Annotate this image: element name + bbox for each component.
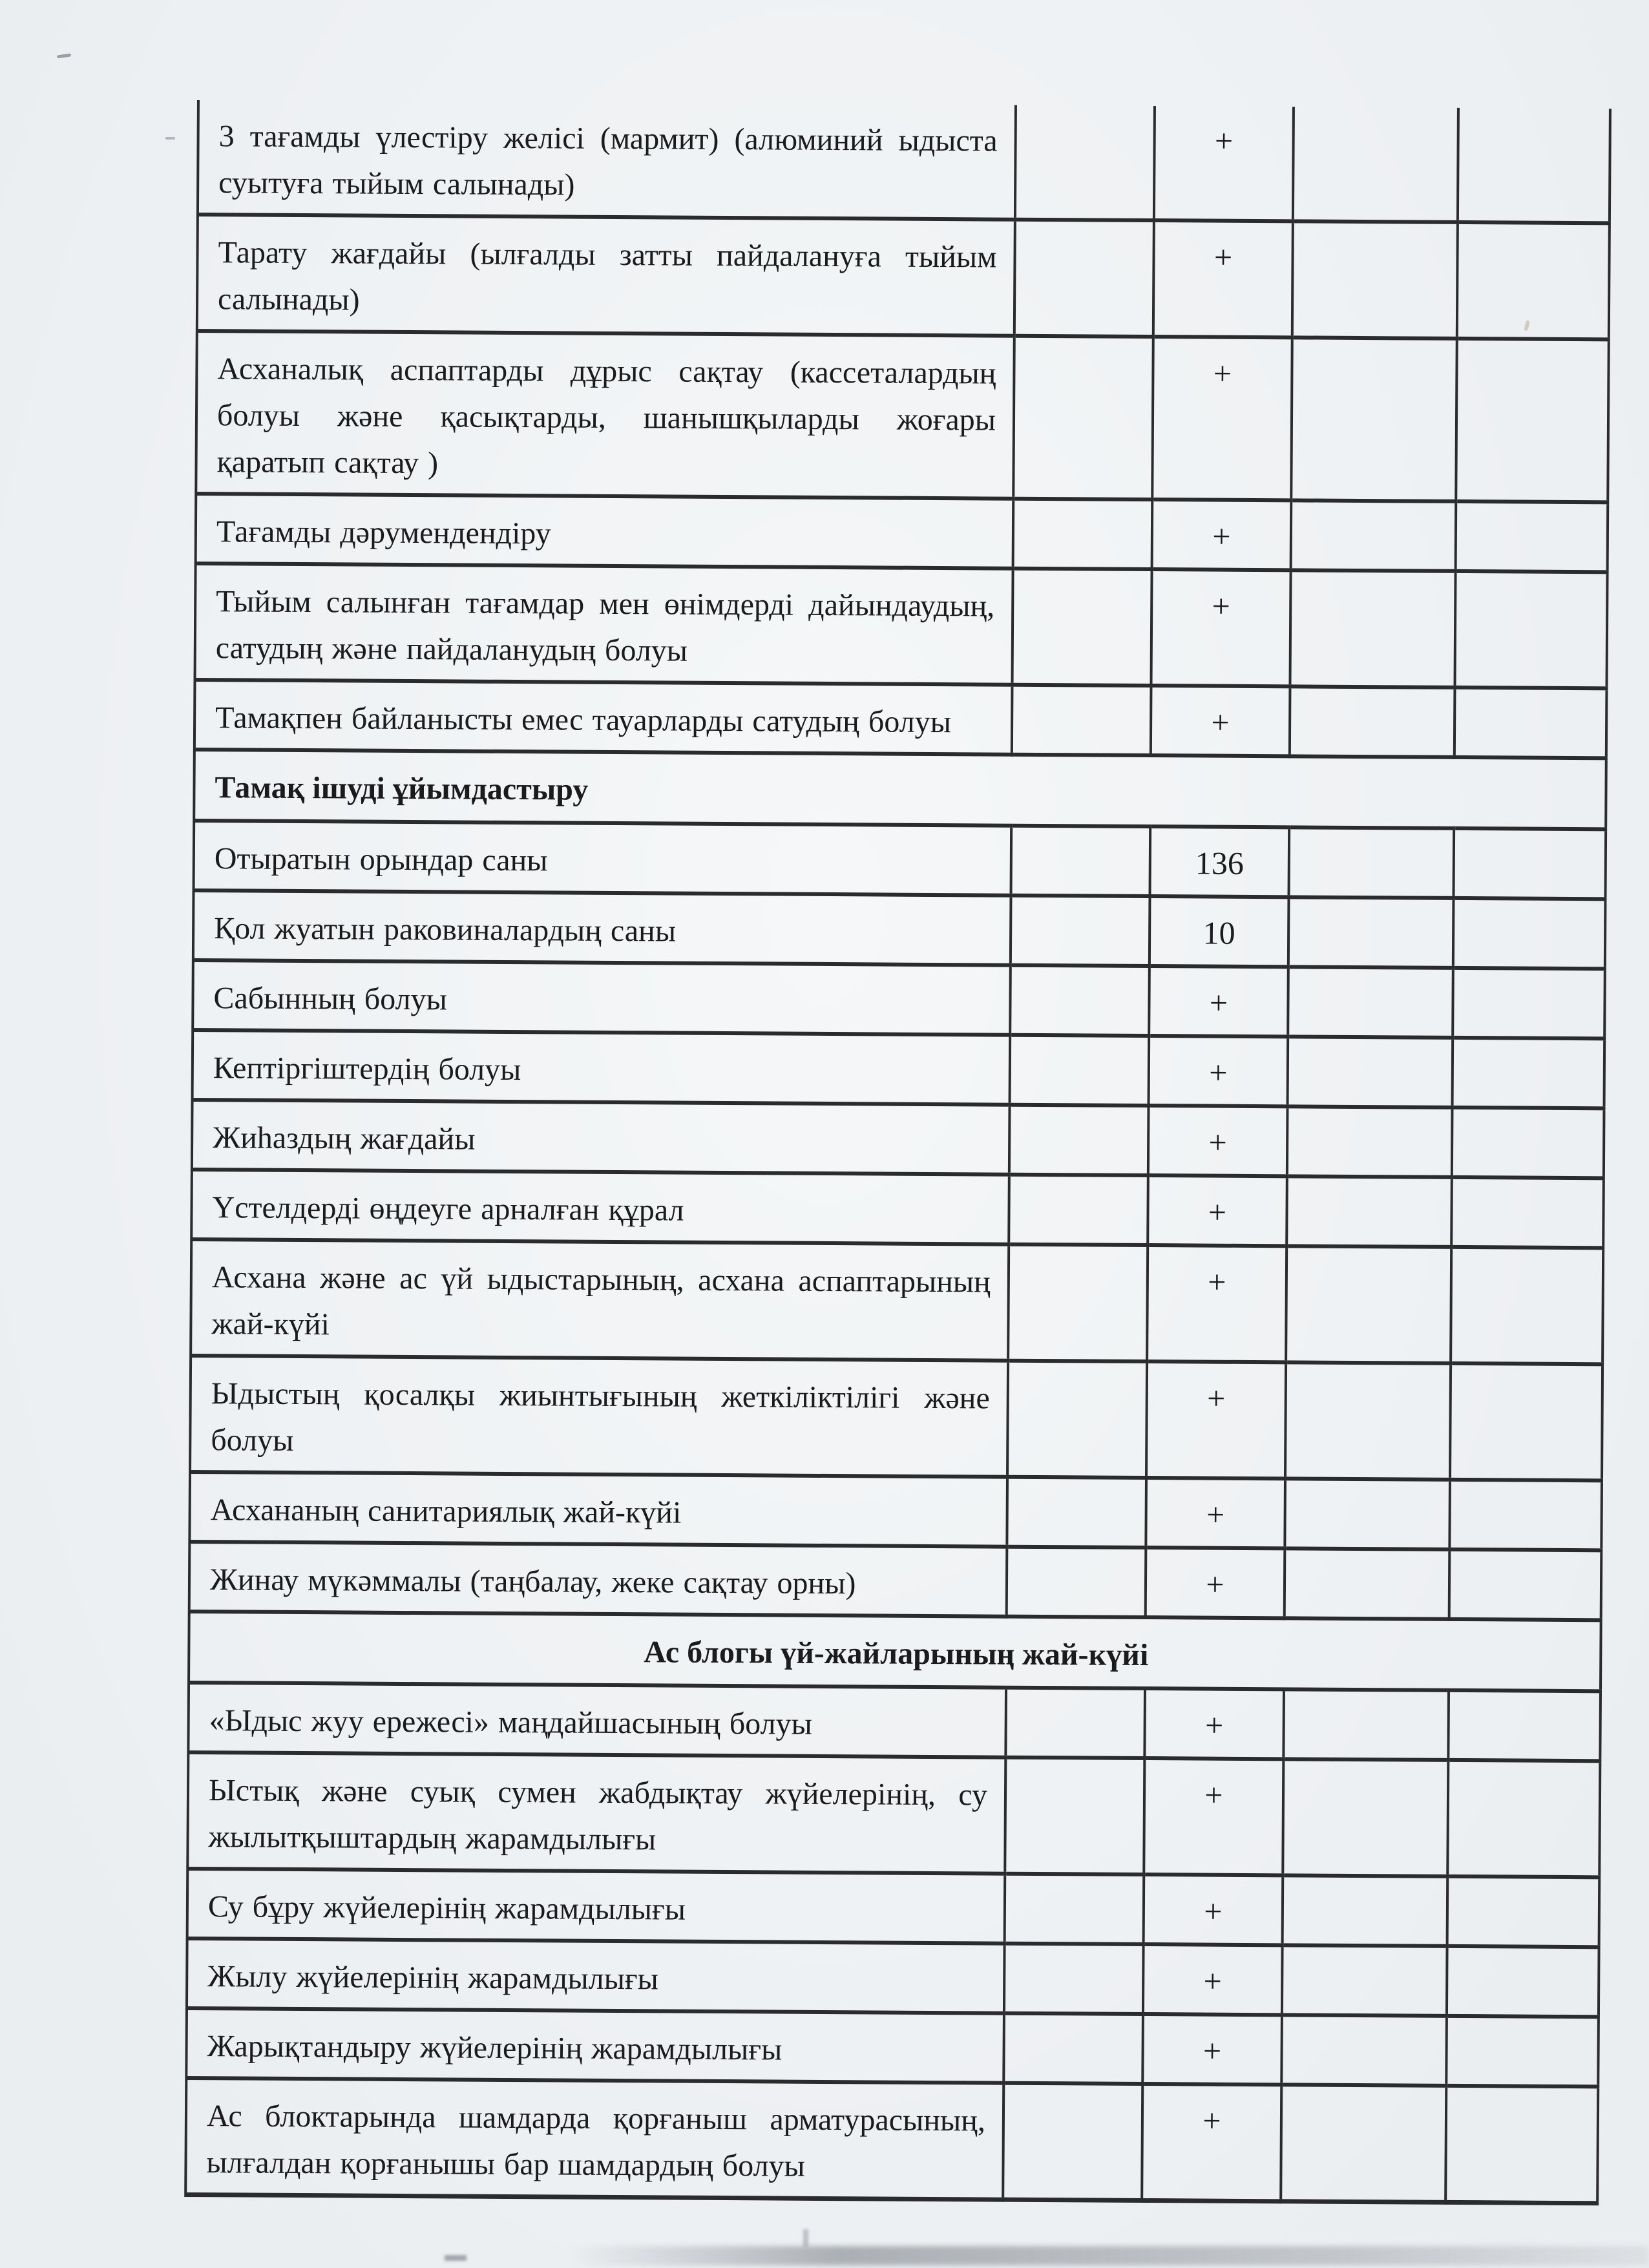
table-row [189,1472,1602,1550]
scan-speck [165,137,175,140]
criterion-value: + [1151,686,1290,756]
empty-cell [1447,1876,1600,1947]
empty-cell [1288,897,1454,968]
scan-speck [445,2255,467,2261]
empty-cell [1457,222,1610,339]
empty-cell [1286,1246,1451,1363]
table-row [193,890,1606,969]
criterion-value: + [1142,2084,1281,2201]
criterion-label: Жиһаздың жағдайы [192,1100,1010,1175]
criterion-label: Асхана және ас үй ыдыстарының, асхана аспаптарының жай-күйі [191,1239,1009,1361]
table-row [187,1938,1599,2017]
empty-cell [1003,2013,1143,2084]
criterion-value: + [1142,2014,1282,2084]
empty-cell [1452,1108,1604,1178]
empty-cell [1451,1247,1603,1364]
empty-cell [1285,1362,1451,1480]
empty-cell [1005,1688,1145,1758]
empty-cell [1014,220,1154,337]
empty-cell [1015,105,1155,220]
table-row [190,1356,1602,1480]
criterion-label: Үстелдерді өңдеуге арналған құрал [191,1170,1009,1244]
table-row [196,494,1608,572]
empty-cell [1004,1944,1144,2014]
empty-cell [1288,967,1453,1038]
criterion-label: Жинау мүкәммалы (таңбалау, жеке сақтау орны) [189,1542,1007,1617]
empty-cell [1287,1106,1453,1177]
criterion-value: + [1148,1106,1288,1176]
empty-cell [1013,336,1153,499]
empty-cell [1449,1480,1602,1550]
empty-cell [1011,896,1150,966]
empty-cell [1007,1547,1146,1617]
empty-cell [1455,688,1607,758]
empty-cell [1003,2083,1142,2201]
criterion-value: + [1151,569,1290,686]
empty-cell [1456,501,1608,572]
criterion-label: Тамақпен байланысты емес тауарларды сатудың болуы [194,680,1013,755]
table-row [185,2078,1598,2203]
empty-cell [1292,221,1458,339]
criterion-label: Тыйым салынған тағамдар мен өнімдерді дайындаудың, сатудың және пайдаланудың болуы [195,563,1013,685]
criterion-value: + [1144,1874,1283,1945]
criterion-label: Сабынның болуы [193,960,1011,1035]
empty-cell [1455,571,1607,688]
empty-cell [1288,827,1454,898]
empty-cell [1456,339,1609,502]
criterion-value: + [1144,1758,1283,1875]
empty-cell [1283,1759,1448,1876]
table-row [189,1542,1602,1620]
criterion-value: + [1153,220,1293,337]
empty-cell [1287,1176,1452,1247]
empty-cell [1011,826,1151,896]
criterion-value: + [1146,1548,1285,1618]
criterion-value: + [1149,1036,1288,1106]
criterion-value: 10 [1150,896,1289,967]
criterion-value: + [1152,499,1292,570]
empty-cell [1290,686,1455,757]
criterion-label: Ыстық және суық сумен жабдықтау жүйелерінің, су жылытқыштардың жарамдылығы [187,1752,1005,1874]
section-title: Ас блогы үй-жайларының жай-күйі [189,1612,1601,1691]
criterion-label: 3 тағамды үлестіру желісі (мармит) (алюминий ыдыста суытуға тыйым салынады) [198,100,1016,220]
scanner-shadow [569,2246,1649,2265]
table-row [198,100,1610,223]
empty-cell [1458,108,1610,223]
empty-cell [1453,1038,1605,1108]
empty-cell [1009,1105,1149,1175]
criterion-value: + [1143,1944,1283,2015]
criterion-value: + [1147,1245,1287,1362]
criterion-label: Тарату жағдайы (ылғалды затты пайдалануға тыйым салынады) [197,215,1015,336]
criterion-value: + [1154,106,1294,221]
criterion-value: + [1149,966,1288,1036]
table-row [193,960,1605,1038]
empty-cell [1450,1363,1602,1480]
empty-cell [1293,107,1458,222]
section-header-row [194,750,1606,829]
scan-speck [803,2229,808,2247]
empty-cell [1451,1177,1604,1248]
scan-speck [57,53,71,58]
table-row [188,1683,1601,1761]
table-row [187,1869,1600,1947]
criterion-label: Ас блоктарында шамдарда қорғаныш арматурасының, ылғалдан қорғанышы бар шамдардың болуы [185,2078,1003,2200]
table-row [194,821,1606,899]
inspection-table [184,100,1612,2205]
criterion-label: Асхананың санитариялық жай-күйі [189,1472,1007,1547]
empty-cell [1449,1549,1602,1620]
empty-cell [1009,1175,1148,1245]
empty-cell [1453,828,1606,899]
criterion-label: Тағамды дәрумендендіру [196,494,1014,569]
criterion-label: Су бұру жүйелерінің жарамдылығы [187,1869,1005,1944]
table-row [191,1170,1604,1248]
empty-cell [1012,569,1151,686]
empty-cell [1447,1946,1599,2017]
empty-cell [1005,1874,1144,1944]
empty-cell [1008,1244,1148,1361]
empty-cell [1012,685,1151,755]
criterion-label: Ыдыстың қосалқы жиынтығының жеткіліктілігі және болуы [190,1356,1008,1477]
empty-cell [1453,898,1606,969]
empty-cell [1445,2086,1598,2203]
criterion-label: Кептіргіштердің болуы [193,1030,1011,1105]
criterion-value: + [1152,337,1292,500]
criterion-value: + [1146,1478,1285,1548]
criterion-label: Асханалық аспаптарды дұрыс сақтау (кассеталардың болуы және қасықтарды, шанышқыларды жоғары қаратып сақтау ) [196,331,1014,499]
section-header-row [189,1612,1601,1691]
empty-cell [1281,2084,1446,2202]
empty-cell [1282,1945,1447,2016]
table-row [193,1030,1605,1108]
empty-cell [1007,1477,1146,1548]
empty-cell [1010,1035,1150,1106]
table-row [192,1100,1604,1178]
empty-cell [1291,337,1457,501]
empty-cell [1285,1548,1450,1619]
criterion-label: Отыратын орындар саны [194,821,1012,896]
empty-cell [1285,1478,1450,1549]
empty-cell [1007,1361,1147,1478]
section-title: Тамақ ішуді ұйымдастыру [194,750,1606,829]
criterion-label: «Ыдыс жуу ережесі» маңдайшасының болуы [188,1683,1006,1758]
empty-cell [1013,499,1153,569]
criterion-label: Қол жуатын раковиналардың саны [193,890,1011,965]
table-row [197,215,1610,339]
empty-cell [1291,500,1456,571]
table-row [191,1239,1603,1364]
empty-cell [1283,1875,1448,1946]
empty-cell [1448,1690,1601,1761]
table-body [185,100,1610,2203]
empty-cell [1446,2016,1599,2086]
empty-cell [1453,968,1605,1038]
criterion-value: + [1146,1361,1286,1478]
empty-cell [1288,1036,1453,1108]
table-row [195,563,1608,688]
empty-cell [1447,1760,1600,1877]
criterion-value: + [1144,1688,1284,1759]
table-row [196,331,1608,502]
empty-cell [1281,2015,1447,2086]
criterion-value: + [1148,1175,1287,1246]
empty-cell [1283,1689,1449,1760]
table-row [186,2008,1599,2086]
criterion-label: Жарықтандыру жүйелерінің жарамдылығы [186,2008,1004,2083]
criterion-value: 136 [1150,826,1290,897]
table-row [187,1752,1600,1877]
empty-cell [1010,965,1150,1036]
criterion-label: Жылу жүйелерінің жарамдылығы [187,1938,1005,2013]
table-row [194,680,1607,758]
empty-cell [1005,1758,1144,1874]
empty-cell [1290,570,1455,688]
